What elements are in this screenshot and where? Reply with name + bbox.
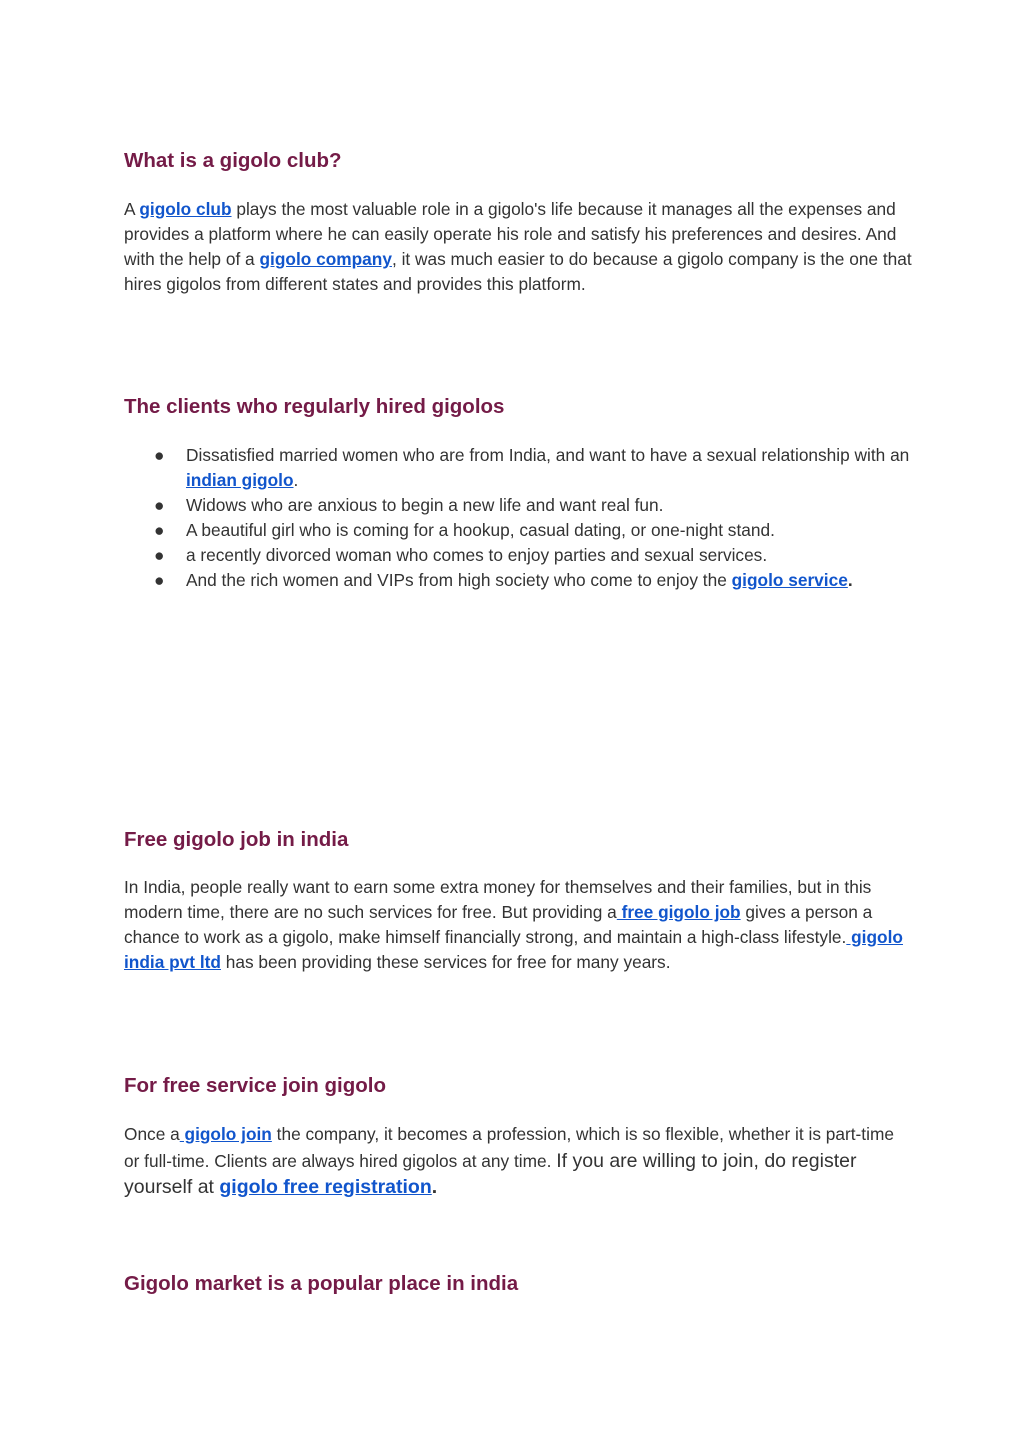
link-gigolo-join[interactable]: gigolo join — [179, 1124, 272, 1144]
bullet-icon: ● — [154, 520, 165, 540]
heading-free-job: Free gigolo job in india — [124, 828, 349, 851]
text-run: . — [431, 1176, 438, 1198]
list-item — [124, 568, 914, 593]
bullet-icon: ● — [154, 570, 165, 590]
list-item-text: Dissatisfied married women who are from India, and want to have a sexual relationship with an — [186, 445, 910, 465]
paragraph-join — [124, 1121, 914, 1201]
list-item — [124, 518, 914, 543]
text-run: gives a person a chance to work as a gigolo, make himself financially strong, and maintain a high-class lifestyle. — [124, 902, 873, 947]
list-item — [124, 543, 914, 568]
list-item — [124, 493, 914, 518]
paragraph-free-job — [124, 875, 914, 975]
list-item-text: a recently divorced woman who comes to enjoy parties and sexual services. — [186, 545, 768, 565]
link-gigolo-india-pvt-ltd[interactable]: gigolo india pvt ltd — [124, 927, 903, 972]
link-gigolo-company[interactable]: gigolo company — [259, 249, 392, 269]
text-run: plays the most valuable role in a gigolo's life because it manages all the expenses and provides a platform where he can easily operate his role and satisfy his preferences and desires. And with the help of a — [124, 199, 897, 269]
heading-market: Gigolo market is a popular place in india — [124, 1272, 519, 1295]
clients-list — [124, 443, 914, 593]
link-free-gigolo-job[interactable]: free gigolo job — [616, 902, 741, 922]
text-run: has been providing these services for free for many years. — [220, 952, 671, 972]
heading-join: For free service join gigolo — [124, 1074, 387, 1097]
list-item-text: Widows who are anxious to begin a new life and want real fun. — [186, 495, 664, 515]
link-gigolo-club[interactable]: gigolo club — [139, 199, 232, 219]
text-run: A — [124, 199, 140, 219]
paragraph-gigolo-club — [124, 197, 914, 297]
text-run: If you are willing to join, do register yourself at — [124, 1149, 857, 1198]
bullet-icon: ● — [154, 495, 165, 515]
list-item-text: A beautiful girl who is coming for a hookup, casual dating, or one-night stand. — [186, 520, 775, 540]
list-item — [124, 443, 914, 493]
bullet-icon: ● — [154, 545, 165, 565]
text-run: Once a — [124, 1124, 180, 1144]
text-run: , it was much easier to do because a gigolo company is the one that hires gigolos from different states and provides this platform. — [124, 249, 912, 294]
link-gigolo-free-registration[interactable]: gigolo free registration — [219, 1176, 432, 1198]
link-gigolo-service[interactable]: gigolo service — [731, 570, 848, 590]
list-item-punct: . — [293, 470, 299, 490]
list-item-punct: . — [847, 570, 853, 590]
bullet-icon: ● — [154, 445, 165, 465]
link-indian-gigolo[interactable]: indian gigolo — [186, 470, 294, 490]
text-run: In India, people really want to earn some extra money for themselves and their families, but in this modern time, there are no such services for free. But providing a — [124, 877, 872, 922]
text-run: the company, it becomes a profession, which is so flexible, whether it is part-time or full-time. Clients are always hired gigolos at any time. — [124, 1124, 894, 1171]
list-item-text: And the rich women and VIPs from high society who come to enjoy the — [186, 570, 732, 590]
heading-clients: The clients who regularly hired gigolos — [124, 395, 505, 418]
heading-gigolo-club: What is a gigolo club? — [124, 149, 342, 172]
